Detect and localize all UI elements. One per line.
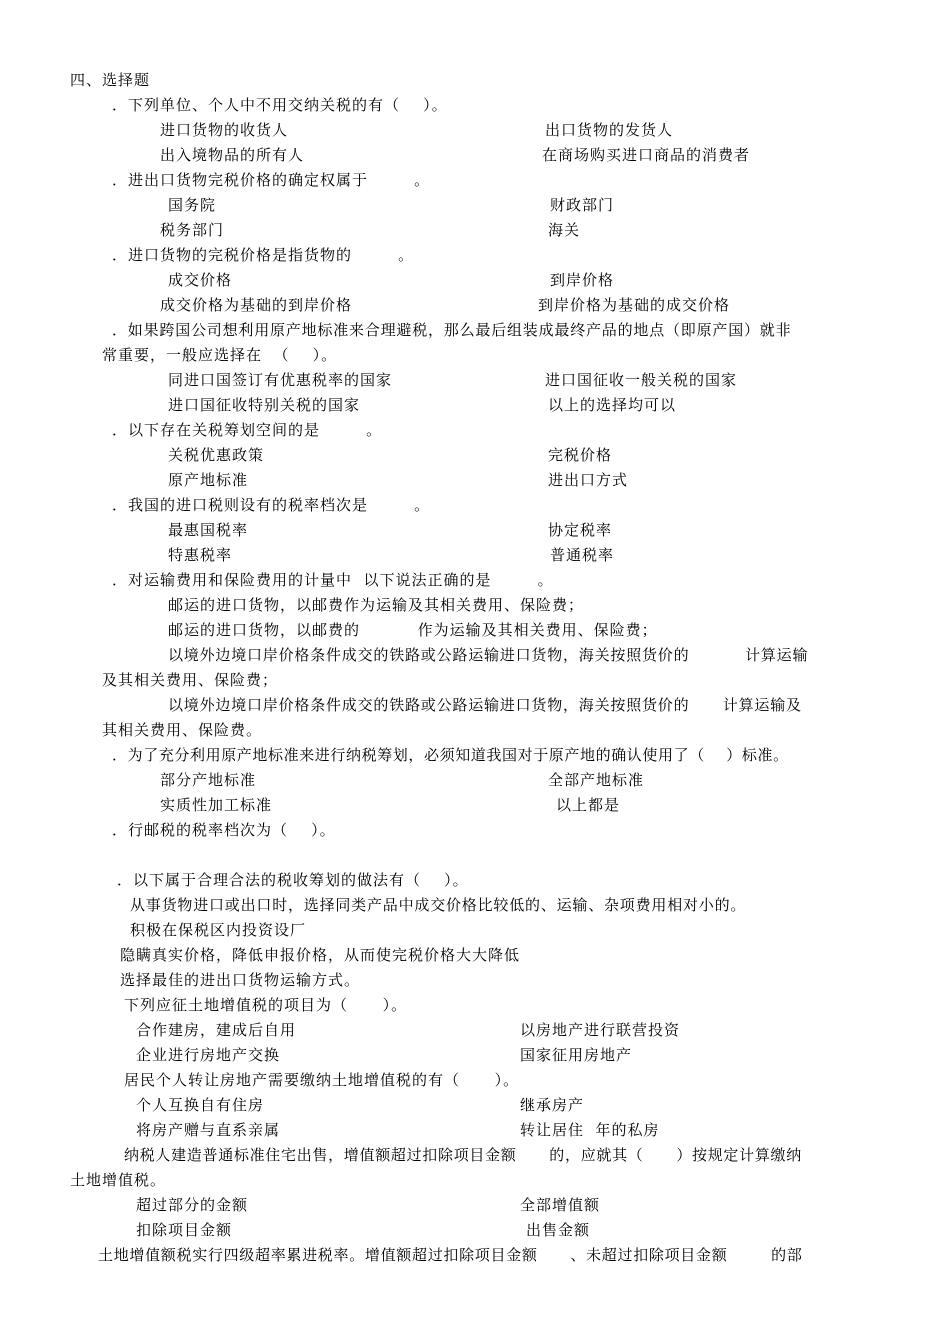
- option-line: 成交价格: [168, 271, 233, 289]
- option-line: 扣除项目金额: [136, 1221, 233, 1239]
- question-line: 下列应征土地增值税的项目为（ ）。: [124, 996, 408, 1014]
- option-line: 在商场购买进口商品的消费者: [542, 146, 751, 164]
- question-line: ．进出口货物完税价格的确定权属于 。: [112, 171, 431, 189]
- option-line: 以房地产进行联营投资: [520, 1021, 681, 1039]
- option-line: 关税优惠政策: [168, 446, 265, 464]
- option-line: 最惠国税率: [168, 521, 249, 539]
- option-line: 国务院: [168, 196, 217, 214]
- option-line: 国家征用房地产: [520, 1046, 633, 1064]
- option-line: 协定税率: [548, 521, 613, 539]
- option-line: 税务部门: [160, 221, 225, 239]
- option-line: 个人互换自有住房: [136, 1096, 265, 1114]
- question-line: ．下列单位、个人中不用交纳关税的有（ ）。: [112, 96, 448, 114]
- option-line: 邮运的进口货物，以邮费作为运输及其相关费用、保险费；: [168, 596, 585, 614]
- question-line: 土地增值税。: [70, 1171, 167, 1189]
- option-line: 其相关费用、保险费。: [102, 721, 263, 739]
- option-line: 普通税率: [550, 546, 615, 564]
- option-line: 将房产赠与直系亲属: [136, 1121, 281, 1139]
- question-line: 居民个人转让房地产需要缴纳土地增值税的有（ ）。: [124, 1071, 520, 1089]
- section-heading: 四、选择题: [70, 71, 151, 89]
- option-line: 财政部门: [550, 196, 615, 214]
- option-line: 实质性加工标准: [160, 796, 273, 814]
- question-line: 常重要，一般应选择在 （ ）。: [102, 346, 338, 364]
- option-line: 到岸价格为基础的成交价格: [538, 296, 731, 314]
- option-line: 继承房产: [520, 1096, 585, 1114]
- option-line: 以境外边境口岸价格条件成交的铁路或公路运输进口货物，海关按照货价的 计算运输及: [168, 696, 802, 714]
- option-line: 选择最佳的进出口货物运输方式。: [120, 971, 361, 989]
- question-line: ．行邮税的税率档次为（ ）。: [112, 821, 336, 839]
- option-line: 隐瞒真实价格，降低申报价格，从而使完税价格大大降低: [120, 946, 521, 964]
- option-line: 全部增值额: [520, 1196, 601, 1214]
- option-line: 全部产地标准: [548, 771, 645, 789]
- question-line: 纳税人建造普通标准住宅出售，增值额超过扣除项目金额 的，应就其（ ）按规定计算缴纳: [124, 1146, 802, 1164]
- option-line: 同进口国签订有优惠税率的国家: [168, 371, 393, 389]
- option-line: 以上的选择均可以: [548, 396, 677, 414]
- question-line: ．对运输费用和保险费用的计量中 以下说法正确的是 。: [112, 571, 554, 589]
- option-line: 超过部分的金额: [136, 1196, 249, 1214]
- option-line: 转让居住 年的私房: [520, 1121, 660, 1139]
- question-line: ．以下存在关税筹划空间的是 。: [112, 421, 383, 439]
- option-line: 部分产地标准: [160, 771, 257, 789]
- option-line: 到岸价格: [550, 271, 615, 289]
- option-line: 特惠税率: [168, 546, 233, 564]
- option-line: 进口国征收一般关税的国家: [545, 371, 738, 389]
- option-line: 原产地标准: [168, 471, 249, 489]
- option-line: 完税价格: [548, 446, 613, 464]
- option-line: 成交价格为基础的到岸价格: [160, 296, 353, 314]
- question-line: ．为了充分利用原产地标准来进行纳税筹划，必须知道我国对于原产地的确认使用了（ ）标准。: [112, 746, 789, 764]
- option-line: 出口货物的发货人: [545, 121, 674, 139]
- option-line: 进口国征收特别关税的国家: [168, 396, 361, 414]
- option-line: 进出口方式: [548, 471, 629, 489]
- option-line: 进口货物的收货人: [160, 121, 289, 139]
- option-line: 合作建房，建成后自用: [136, 1021, 297, 1039]
- question-line: ．以下属于合理合法的税收筹划的做法有（ ）。: [117, 871, 469, 889]
- option-line: 邮运的进口货物，以邮费的 作为运输及其相关费用、保险费；: [168, 621, 658, 639]
- option-line: 海关: [548, 221, 581, 239]
- question-line: ．进口货物的完税价格是指货物的 。: [112, 246, 415, 264]
- option-line: 从事货物进口或出口时，选择同类产品中成交价格比较低的、运输、杂项费用相对小的。: [130, 896, 747, 914]
- option-line: 及其相关费用、保险费；: [102, 671, 279, 689]
- option-line: 以境外边境口岸价格条件成交的铁路或公路运输进口货物，海关按照货价的 计算运输: [168, 646, 809, 664]
- option-line: 出售金额: [526, 1221, 591, 1239]
- option-line: 企业进行房地产交换: [136, 1046, 281, 1064]
- option-line: 积极在保税区内投资设厂: [130, 921, 307, 939]
- option-line: 出入境物品的所有人: [160, 146, 305, 164]
- question-line: ．我国的进口税则设有的税率档次是 。: [112, 496, 431, 514]
- option-line: 以上都是: [556, 796, 621, 814]
- question-line: 土地增值额税实行四级超率累进税率。增值额超过扣除项目金额 、未超过扣除项目金额 的部: [98, 1246, 803, 1264]
- question-line: ．如果跨国公司想利用原产地标准来合理避税，那么最后组装成最终产品的地点（即原产国）就非: [112, 321, 792, 339]
